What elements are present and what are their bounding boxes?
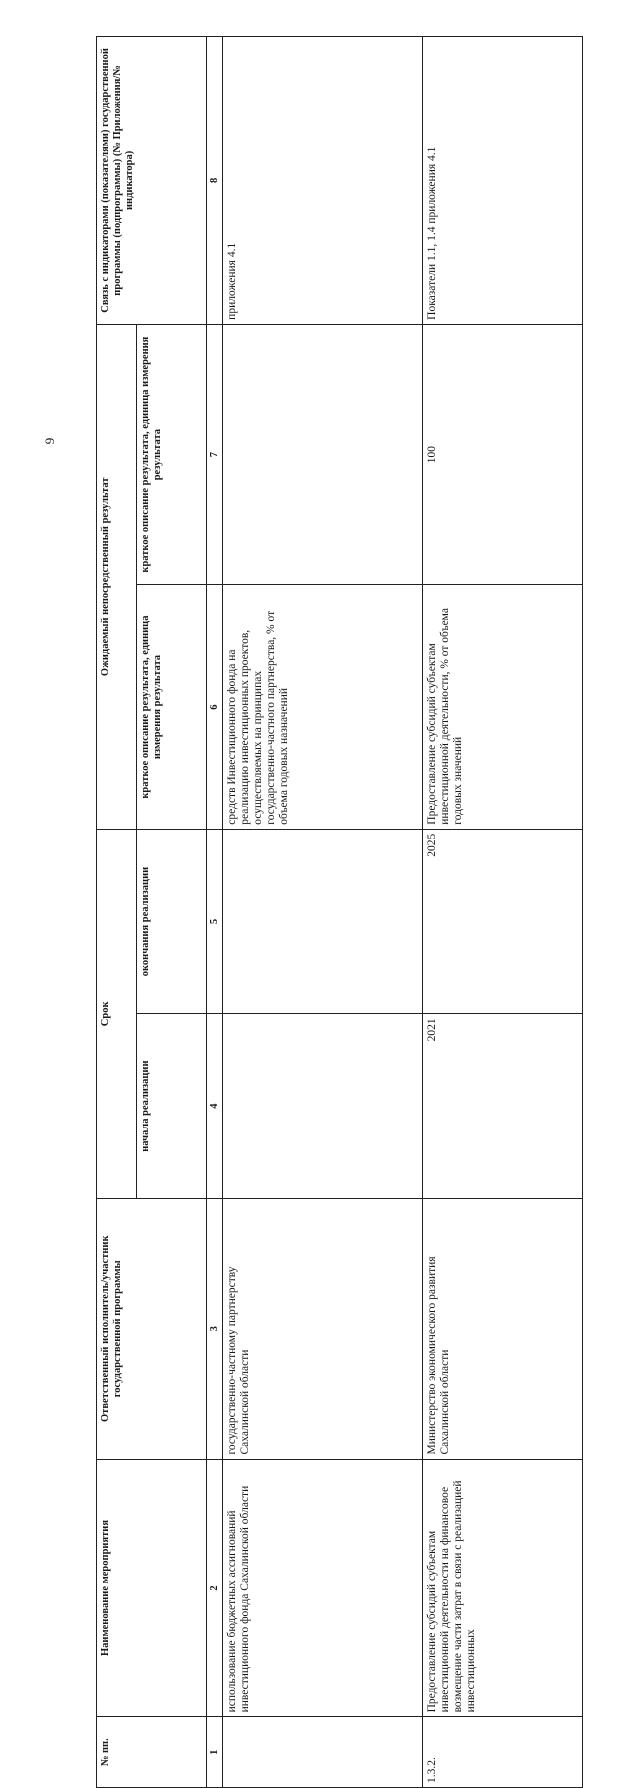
header-num: № пп. <box>97 1717 207 1788</box>
header-result-a: краткое описание результата, единица измерения результата <box>137 585 207 829</box>
table-row <box>223 37 423 1788</box>
row-name: Предоставление субсидий субъектам инвестиционной деятельности на финансовое возмещение части затрат в связи с реализацией инвестиционных <box>423 1459 583 1717</box>
table-row <box>423 37 583 1788</box>
column-number: 1 <box>207 1717 223 1788</box>
rotated-table-frame <box>96 36 583 1788</box>
header-result: Ожидаемый непосредственный результат <box>97 324 137 829</box>
row-end <box>223 829 423 1014</box>
column-number: 7 <box>207 324 223 585</box>
row-result-b <box>223 324 423 585</box>
row-result-a: средств Инвестиционного фонда на реализацию инвестиционных проектов, осуществляемых на принципах государственно-частного партнерства, % от объема годовых назначений <box>223 585 423 829</box>
row-link: Показатели 1.1, 1.4 приложения 4.1 <box>423 37 583 325</box>
column-number: 6 <box>207 585 223 829</box>
column-number: 8 <box>207 37 223 325</box>
column-number: 2 <box>207 1459 223 1717</box>
header-result-b: краткое описание результата, единица измерения результата <box>137 324 207 585</box>
column-number: 3 <box>207 1198 223 1459</box>
row-link: приложения 4.1 <box>223 37 423 325</box>
header-term-end: окончания реализации <box>137 829 207 1014</box>
row-executor: государственно-частному партнерству Сахалинской области <box>223 1198 423 1459</box>
program-measures-table <box>96 36 583 1788</box>
row-num: 1.3.2. <box>423 1717 583 1788</box>
row-result-b: 100 <box>423 324 583 585</box>
page-number: 9 <box>42 437 57 445</box>
row-name: использование бюджетных ассигнований инвестиционного фонда Сахалинской области <box>223 1459 423 1717</box>
header-term: Срок <box>97 829 137 1198</box>
header-term-start: начала реализации <box>137 1014 207 1199</box>
header-name: Наименование мероприятия <box>97 1459 207 1717</box>
row-executor: Министерство экономического развития Сахалинской области <box>423 1198 583 1459</box>
header-link: Связь с индикаторами (показателями) государственной программы (подпрограммы) (№ Приложения/№ индикатора) <box>97 37 207 325</box>
row-result-a: Предоставление субсидий субъектам инвестиционной деятельности, % от объема годовых значений <box>423 585 583 829</box>
row-start: 2021 <box>423 1014 583 1199</box>
header-executor: Ответственный исполнитель/участник государственной программы <box>97 1198 207 1459</box>
column-number: 4 <box>207 1014 223 1199</box>
row-start <box>223 1014 423 1199</box>
row-num <box>223 1717 423 1788</box>
column-number: 5 <box>207 829 223 1014</box>
column-numbers-row <box>207 37 223 1788</box>
row-end: 2025 <box>423 829 583 1014</box>
